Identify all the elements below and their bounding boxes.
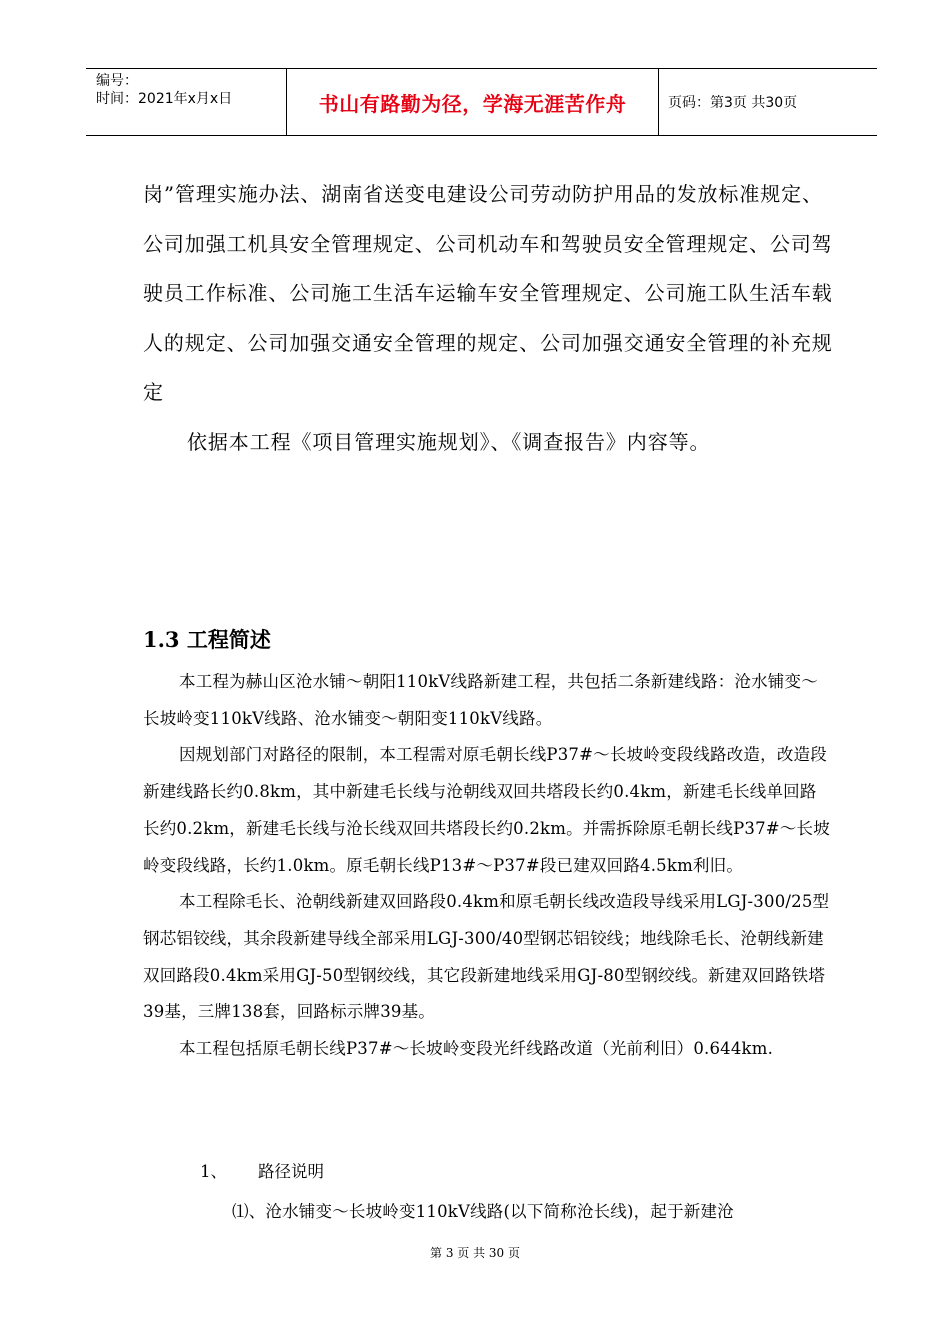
page-info: 页码：第3页 共30页 [668,95,798,111]
route-title: 路径说明 [258,1162,324,1181]
route-sub-item: ⑴、沧水铺变～长坡岭变110kV线路(以下简称沧长线)，起于新建沧 [232,1202,734,1221]
page-header [86,68,877,136]
section-body [143,664,833,1068]
time-label: 时间：2021年x月x日 [96,91,233,107]
basis-paragraph: 依据本工程《项目管理实施规划》、《调查报告》内容等。 [187,429,711,454]
number-label: 编号： [96,73,138,89]
route-heading [200,1158,324,1182]
section-heading: 1.3 工程简述 [143,627,271,652]
motto-text: 书山有路勤为径，学海无涯苦作舟 [318,91,627,116]
section-paragraph: 因规划部门对路径的限制，本工程需对原毛朝长线P37#～长坡岭变段线路改造，改造段新建线路长约0.8km，其中新建毛长线与沧朝线双回共塔段长约0.4km，新建毛长线单回路长约0.2km，新建毛长线与沧长线双回共塔段长约0.2km。并需拆除原毛朝长线P37#～长坡岭变段线路，长约1.0km。原毛朝长线P13#～P37#段已建双回路4.5km利旧。 [143,745,830,875]
header-meta-cell [86,69,287,135]
intro-paragraph: 岗”管理实施办法、湖南省送变电建设公司劳动防护用品的发放标准规定、公司加强工机具安全管理规定、公司机动车和驾驶员安全管理规定、公司驾驶员工作标准、公司施工生活车运输车安全管理规定、公司施工队生活车载人的规定、公司加强交通安全管理的规定、公司加强交通安全管理的补充规定 [143,182,833,404]
section-paragraph: 本工程为赫山区沧水铺～朝阳110kV线路新建工程，共包括二条新建线路：沧水铺变～长坡岭变110kV线路、沧水铺变～朝阳变110kV线路。 [143,672,818,728]
header-motto-cell [287,69,659,135]
page-footer: 第 3 页 共 30 页 [430,1246,520,1260]
intro-text-block [143,170,833,467]
header-page-cell [659,69,877,135]
section-paragraph: 本工程包括原毛朝长线P37#～长坡岭变段光纤线路改道（光前利旧）0.644km. [179,1039,774,1059]
section-paragraph: 本工程除毛长、沧朝线新建双回路段0.4km和原毛朝长线改造段导线采用LGJ-300/25型钢芯铝铰线，其余段新建导线全部采用LGJ-300/40型钢芯铝铰线；地线除毛长、沧朝线新建双回路段0.4km采用GJ-50型钢绞线，其它段新建地线采用GJ-80型钢绞线。新建双回路铁塔39基，三牌138套，回路标示牌39基。 [143,892,830,1022]
route-number: 1、 [200,1162,227,1181]
